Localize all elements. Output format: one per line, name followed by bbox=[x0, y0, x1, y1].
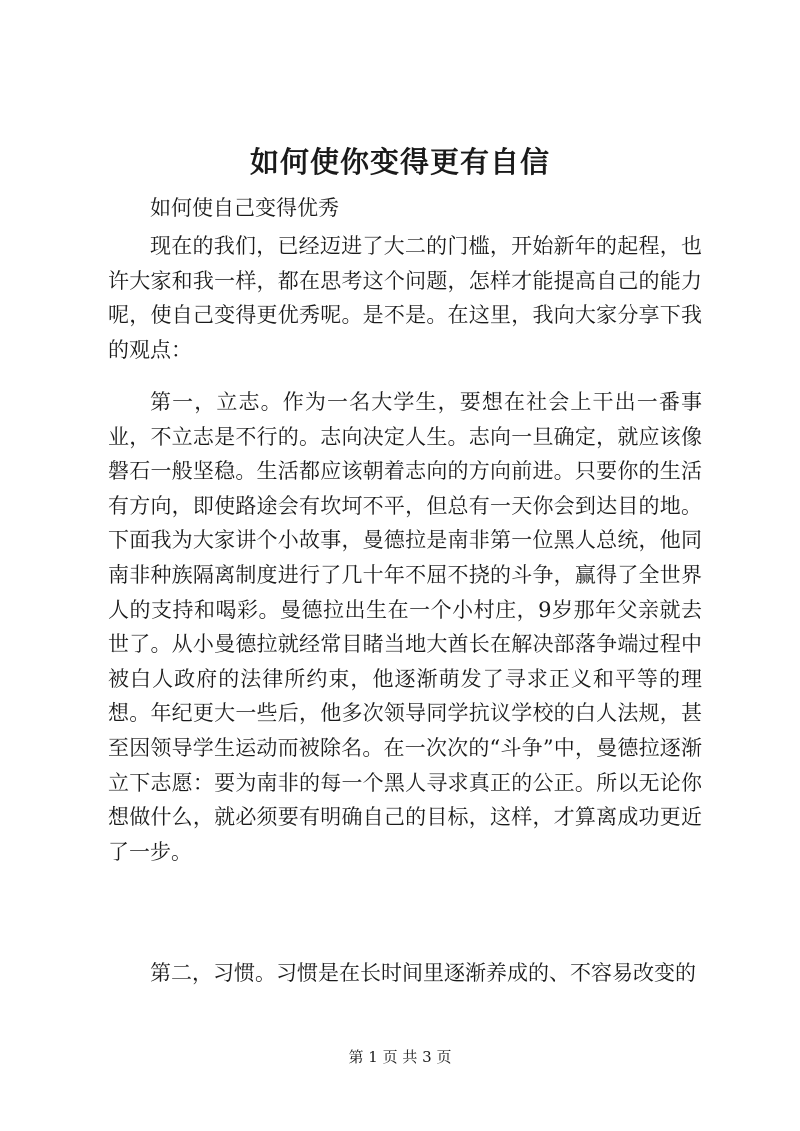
paragraph-first-point: 第一，立志。作为一名大学生，要想在社会上干出一番事业，不立志是不行的。志向决定人生。志向一旦确定，就应该像磐石一般坚稳。生活都应该朝着志向的方向前进。只要你的生活有方向，即使路途会有坎坷不平，但总有一天你会到达目的地。下面我为大家讲个小故事，曼德拉是南非第一位黑人总统，他同南非种族隔离制度进行了几十年不屈不挠的斗争，赢得了全世界人的支持和喝彩。曼德拉出生在一个小村庄，9岁那年父亲就去世了。从小曼德拉就经常目睹当地大酋长在解决部落争端过程中被白人政府的法律所约束，他逐渐萌发了寻求正义和平等的理想。年纪更大一些后，他多次领导同学抗议学校的白人法规，甚至因领导学生运动而被除名。在一次次的“斗争”中，曼德拉逐渐立下志愿：要为南非的每一个黑人寻求真正的公正。所以无论你想做什么，就必须要有明确自己的目标，这样，才算离成功更近了一步。 bbox=[108, 390, 702, 864]
page-number-footer: 第 1 页 共 3 页 bbox=[348, 1048, 452, 1066]
document-subtitle: 如何使自己变得优秀 bbox=[150, 196, 339, 220]
document-title: 如何使你变得更有自信 bbox=[249, 145, 550, 179]
paragraph-intro: 现在的我们，已经迈进了大二的门槛，开始新年的起程，也许大家和我一样，都在思考这个问题，怎样才能提高自己的能力呢，使自己变得更优秀呢。是不是。在这里，我向大家分享下我的观点： bbox=[108, 234, 702, 362]
paragraph-second-point: 第二，习惯。习惯是在长时间里逐渐养成的、不容易改变的 bbox=[150, 961, 696, 985]
